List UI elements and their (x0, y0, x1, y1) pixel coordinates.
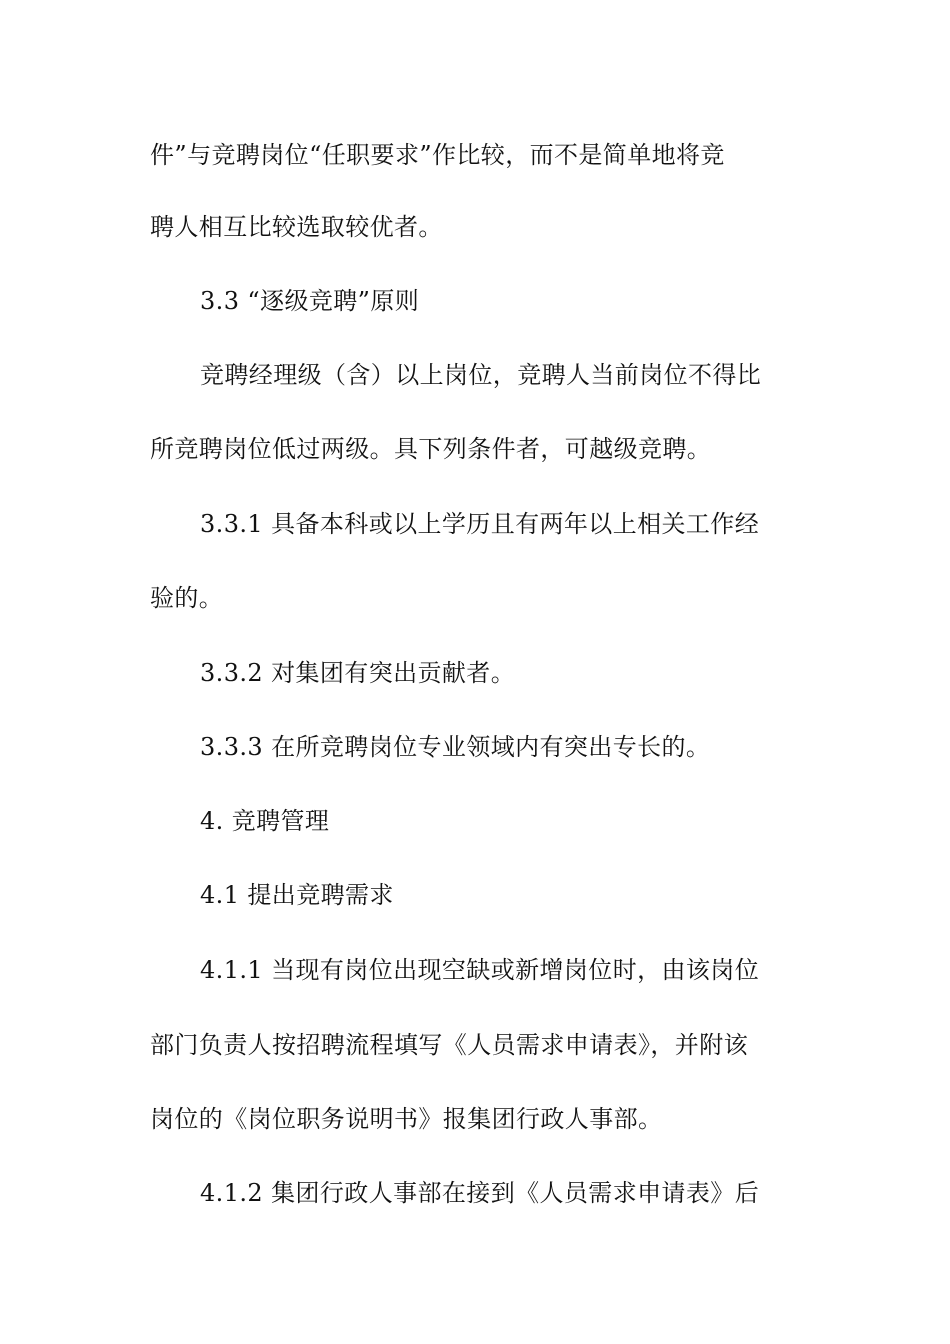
section-heading: 4.1 提出竞聘需求 (200, 881, 394, 909)
paragraph-line: 所竞聘岗位低过两级。具下列条件者，可越级竞聘。 (150, 435, 712, 463)
paragraph-line: 岗位的《岗位职务说明书》报集团行政人事部。 (150, 1105, 663, 1133)
paragraph-line: 3.3.2 对集团有突出贡献者。 (200, 659, 516, 687)
paragraph-line: 4.1.1 当现有岗位出现空缺或新增岗位时，由该岗位 (200, 956, 760, 984)
paragraph-line: 竞聘经理级（含）以上岗位，竞聘人当前岗位不得比 (200, 361, 762, 389)
paragraph-line: 件”与竞聘岗位“任职要求”作比较，而不是简单地将竞 (150, 141, 725, 169)
paragraph-line: 3.3.3 在所竞聘岗位专业领域内有突出专长的。 (200, 733, 711, 761)
paragraph-line: 聘人相互比较选取较优者。 (150, 213, 443, 241)
paragraph-line: 验的。 (150, 584, 224, 612)
section-heading: 4. 竞聘管理 (200, 807, 330, 835)
paragraph-line: 3.3.1 具备本科或以上学历且有两年以上相关工作经 (200, 510, 760, 538)
section-heading: 3.3 “逐级竞聘”原则 (200, 287, 420, 315)
paragraph-line: 4.1.2 集团行政人事部在接到《人员需求申请表》后 (200, 1179, 760, 1207)
paragraph-line: 部门负责人按招聘流程填写《人员需求申请表》，并附该 (150, 1031, 748, 1059)
